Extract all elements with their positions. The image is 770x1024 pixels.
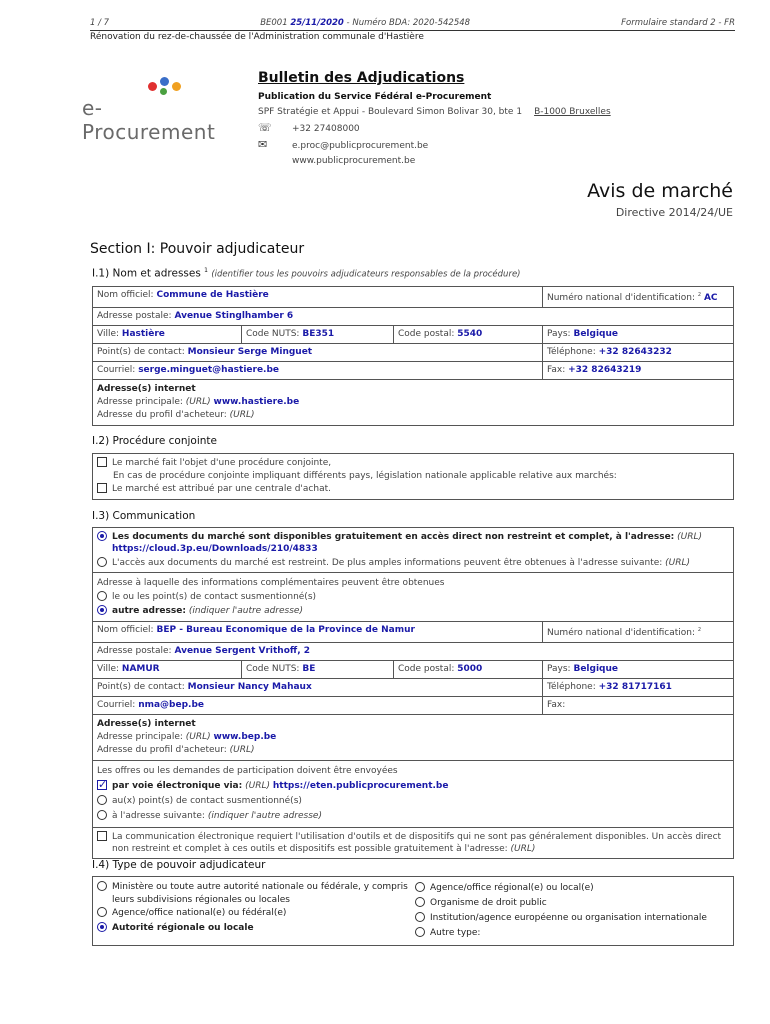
i2-heading: I.2) Procédure conjointe <box>92 435 217 447</box>
page-header <box>90 18 735 42</box>
info-nuts-code: BE <box>302 664 316 674</box>
header-divider <box>90 30 735 31</box>
publisher-phone: ☏ +32 27408000 <box>258 121 360 134</box>
logo-dot-orange <box>172 82 181 91</box>
postal-address: Avenue Stinglhamber 6 <box>174 311 294 321</box>
info-telephone: +32 81717161 <box>598 682 672 692</box>
authority-other-radio[interactable] <box>415 927 425 937</box>
logo-text: e-Procurement <box>82 96 216 144</box>
i1-address-table: Nom officiel: Commune de Hastière Numéro national d'identification: $^2$ AC Adresse postale: Avenue Stinglhamber 6 Ville: Hastière Code NUTS: BE351 Code postal: 5540 Pays: Belgique Point(s) de contact: Monsieur Serge Minguet Téléphone: +32 82643232 Courriel: serge.minguet@hastiere.be Fax: +32 82643219 Adresse(s) internet Adresse principale: (URL) www.hastiere.be Adresse du profil d'acheteur: (URL) <box>92 286 734 426</box>
i3-heading: I.3) Communication <box>92 510 196 522</box>
info-postal-address: Avenue Sergent Vrithoff, 2 <box>174 646 311 656</box>
postal-code: 5540 <box>457 329 483 339</box>
i3-communication: Les documents du marché sont disponibles gratuitement en accès direct non restreint et complet, à l'adresse: (URL) https://cloud.3p.eu/Downloads/210/4833 L'accès aux documents du marché est restreint. De plus amples informations peuvent être obtenues à l'adresse suivante: (URL) Adresse à laquelle des informations complémentaires peuvent être obtenues le ou les point(s) de contact susmentionné(s) autre adresse: (indiquer l'autre adresse) Nom officiel: BEP - Bureau Economique de la Province de Namur Numéro national d'identification: $^2$ Adresse postale: Avenue Sergent Vrithoff, 2 Ville: NAMUR Code NUTS: BE Code postal: 5000 Pays: Belgique Point(s) de contact: Monsieur Nancy Mahaux Téléphone: +32 81717161 Courriel: nma@bep.be Fax: Adresse(s) internet Adresse principale: (URL) www.bep.be Adresse du profil d'acheteur: (URL) Les offres ou les demandes de participation doivent être envoyées ✓par voie électronique via: (URL) https://eten.publicprocurement.be au(x) point(s) de contact susmentionné(s) à l'adresse suivante: (indiquer l'autre adresse) La communication électronique requiert l'utilisation d'outils et de dispositifs qui ne sont pas généralement disponibles. Un accès direct non restreint et complet à ces outils et dispositifs est possible gratuitement à l'adresse: (URL) <box>92 527 734 859</box>
publisher-web: www.publicprocurement.be <box>292 156 416 166</box>
nuts-code: BE351 <box>302 329 335 339</box>
main-website-link[interactable]: www.hastiere.be <box>213 397 300 407</box>
country: Belgique <box>573 329 618 339</box>
info-country: Belgique <box>573 664 618 674</box>
docs-restricted-radio[interactable] <box>97 557 107 567</box>
publication-block <box>258 70 678 169</box>
i2-joint-procurement: Le marché fait l'objet d'une procédure conjointe, En cas de procédure conjointe impliquant différents pays, législation nationale applicable relative aux marchés: Le marché est attribué par une centrale d'achat. <box>92 453 734 500</box>
logo-dot-red <box>148 82 157 91</box>
info-official-name: BEP - Bureau Economique de la Province de Namur <box>156 625 415 635</box>
form-name: Formulaire standard 2 - FR <box>621 18 735 28</box>
i4-heading: I.4) Type de pouvoir adjudicateur <box>92 859 266 871</box>
submit-other-radio[interactable] <box>97 810 107 820</box>
info-email-link[interactable]: nma@bep.be <box>138 700 204 710</box>
email-link[interactable]: serge.minguet@hastiere.be <box>138 365 280 375</box>
logo-dot-blue <box>160 77 169 86</box>
info-postal-code: 5000 <box>457 664 483 674</box>
fax: +32 82643219 <box>568 365 642 375</box>
central-purchasing-checkbox[interactable] <box>97 483 107 493</box>
section-title: Section I: Pouvoir adjudicateur <box>90 241 305 257</box>
info-website-link[interactable]: www.bep.be <box>213 732 277 742</box>
notice-title-block <box>587 180 733 219</box>
national-id: AC <box>703 293 718 303</box>
notice-title: Avis de marché <box>587 180 733 202</box>
reference-date: 25/11/2020 <box>290 18 344 28</box>
submission-url-link[interactable]: https://eten.publicprocurement.be <box>272 781 449 791</box>
docs-free-radio[interactable] <box>97 531 107 541</box>
publisher-email: ✉ e.proc@publicprocurement.be <box>258 138 429 151</box>
info-contact-person: Monsieur Nancy Mahaux <box>187 682 312 692</box>
phone-icon: ☏ <box>258 121 272 134</box>
publisher: Publication du Service Fédéral e-Procurement <box>258 92 492 102</box>
docs-url-link[interactable]: https://cloud.3p.eu/Downloads/210/4833 <box>112 544 318 554</box>
city: Hastière <box>121 329 165 339</box>
submit-contact-radio[interactable] <box>97 795 107 805</box>
authority-national-agency-radio[interactable] <box>97 907 107 917</box>
reference: BE001 25/11/2020 - Numéro BDA: 2020-542548 <box>260 18 471 28</box>
publisher-city-link[interactable]: B-1000 Bruxelles <box>534 107 611 117</box>
notice-subject: Rénovation du rez-de-chaussée de l'Administration communale d'Hastière <box>90 32 424 42</box>
info-city: NAMUR <box>121 664 160 674</box>
bulletin-title: Bulletin des Adjudications <box>258 70 465 86</box>
authority-public-body-radio[interactable] <box>415 897 425 907</box>
i1-heading: I.1) Nom et adresses $^1$ (identifier tous les pouvoirs adjudicateurs responsables de la procédure) <box>92 267 521 280</box>
authority-regional-agency-radio[interactable] <box>415 882 425 892</box>
authority-eu-institution-radio[interactable] <box>415 912 425 922</box>
authority-ministry-radio[interactable] <box>97 881 107 891</box>
contact-person: Monsieur Serge Minguet <box>187 347 313 357</box>
info-other-radio[interactable] <box>97 605 107 615</box>
directive: Directive 2014/24/UE <box>615 206 733 219</box>
authority-regional-radio[interactable] <box>97 922 107 932</box>
telephone: +32 82643232 <box>598 347 672 357</box>
info-contact-radio[interactable] <box>97 591 107 601</box>
publisher-address: SPF Stratégie et Appui - Boulevard Simon Bolivar 30, bte 1 B-1000 Bruxelles <box>258 107 611 117</box>
email-icon: ✉ <box>258 138 268 151</box>
logo-dot-green <box>160 88 167 95</box>
e-procurement-logo <box>82 76 227 144</box>
page-number: 1 / 7 <box>90 18 110 28</box>
joint-procedure-checkbox[interactable] <box>97 457 107 467</box>
official-name: Commune de Hastière <box>156 290 269 300</box>
special-tools-checkbox[interactable] <box>97 831 107 841</box>
i4-authority-type: Ministère ou toute autre autorité nationale ou fédérale, y compris leurs subdivisions régionales ou locales Agence/office national(e) ou fédéral(e) Autorité régionale ou locale Agence/office régional(e) ou local(e) Organisme de droit public Institution/agence européenne ou organisation internationale Autre type: <box>92 876 734 946</box>
electronic-submission-checkbox[interactable] <box>97 780 107 790</box>
